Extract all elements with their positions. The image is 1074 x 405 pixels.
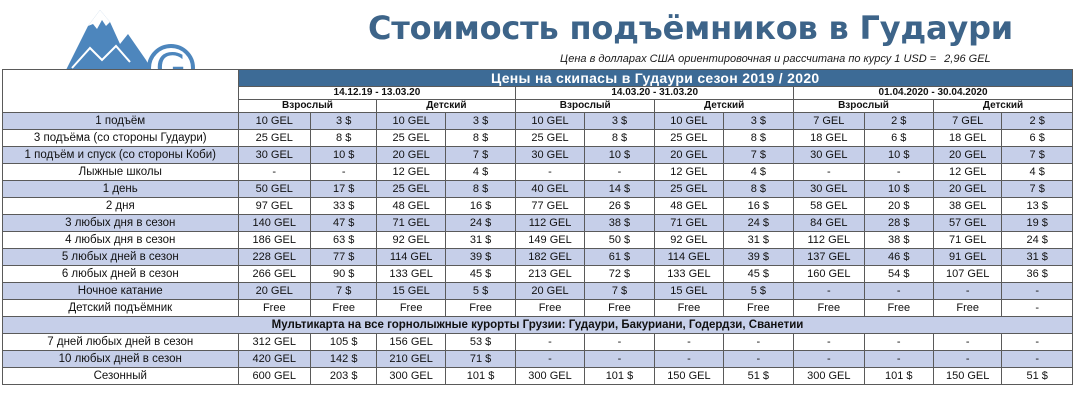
table-row bbox=[3, 368, 1073, 385]
price-cell: 20 GEL bbox=[933, 181, 1001, 198]
price-cell: 7 $ bbox=[1002, 181, 1073, 198]
price-cell: 24 $ bbox=[1002, 232, 1073, 249]
price-cell: 5 $ bbox=[723, 283, 793, 300]
price-cell: 7 GEL bbox=[933, 113, 1001, 130]
price-cell: 26 $ bbox=[584, 198, 654, 215]
price-cell: 31 $ bbox=[445, 232, 515, 249]
price-cell: 203 $ bbox=[310, 368, 376, 385]
price-cell: 10 $ bbox=[584, 147, 654, 164]
price-cell: 38 $ bbox=[584, 215, 654, 232]
table-row bbox=[3, 283, 1073, 300]
price-cell: 51 $ bbox=[1002, 368, 1073, 385]
table-banner-row bbox=[3, 70, 1073, 87]
period-header: 01.04.2020 - 30.04.2020 bbox=[794, 87, 1073, 100]
price-cell: 10 GEL bbox=[377, 113, 445, 130]
age-header: Детский bbox=[933, 100, 1072, 113]
exchange-note-text: Цена в долларах США ориентировочная и рассчитана по курсу 1 USD = bbox=[560, 53, 937, 65]
price-cell: 51 $ bbox=[723, 368, 793, 385]
row-label: 6 любых дней в сезон bbox=[3, 266, 239, 283]
price-cell: 114 GEL bbox=[655, 249, 723, 266]
row-label: 3 любых дня в сезон bbox=[3, 215, 239, 232]
price-cell: 186 GEL bbox=[238, 232, 310, 249]
price-cell: Free bbox=[310, 300, 376, 317]
table-row bbox=[3, 334, 1073, 351]
price-cell: 31 $ bbox=[723, 232, 793, 249]
price-cell: 300 GEL bbox=[377, 368, 445, 385]
page-title: Стоимость подъёмников в Гудаури bbox=[368, 9, 1014, 47]
price-cell: 101 $ bbox=[445, 368, 515, 385]
price-cell: 3 $ bbox=[723, 113, 793, 130]
price-cell: 3 $ bbox=[445, 113, 515, 130]
price-cell: 48 GEL bbox=[377, 198, 445, 215]
price-cell: 15 GEL bbox=[377, 283, 445, 300]
price-cell: - bbox=[1002, 300, 1073, 317]
period-header: 14.03.20 - 31.03.20 bbox=[516, 87, 794, 100]
price-cell: 28 $ bbox=[864, 215, 933, 232]
price-cell: - bbox=[794, 351, 864, 368]
price-cell: - bbox=[1002, 334, 1073, 351]
price-cell: 7 $ bbox=[310, 283, 376, 300]
price-cell: 36 $ bbox=[1002, 266, 1073, 283]
price-cell: - bbox=[794, 283, 864, 300]
price-cell: 14 $ bbox=[584, 181, 654, 198]
price-cell: - bbox=[933, 283, 1001, 300]
row-label: 4 любых дня в сезон bbox=[3, 232, 239, 249]
price-cell: 20 GEL bbox=[516, 283, 584, 300]
price-cell: 25 GEL bbox=[238, 130, 310, 147]
price-cell: 25 GEL bbox=[377, 181, 445, 198]
multicard-header-row bbox=[3, 317, 1073, 334]
price-cell: - bbox=[794, 164, 864, 181]
price-cell: 420 GEL bbox=[238, 351, 310, 368]
price-cell: - bbox=[864, 334, 933, 351]
price-cell: 30 GEL bbox=[794, 147, 864, 164]
age-header: Взрослый bbox=[238, 100, 377, 113]
price-cell: 33 $ bbox=[310, 198, 376, 215]
price-cell: Free bbox=[238, 300, 310, 317]
price-cell: Free bbox=[723, 300, 793, 317]
price-cell: 45 $ bbox=[445, 266, 515, 283]
price-cell: 101 $ bbox=[584, 368, 654, 385]
table-row bbox=[3, 266, 1073, 283]
row-label: Лыжные школы bbox=[3, 164, 239, 181]
price-cell: - bbox=[584, 334, 654, 351]
row-label: Сезонный bbox=[3, 368, 239, 385]
table-row bbox=[3, 164, 1073, 181]
price-cell: 142 $ bbox=[310, 351, 376, 368]
price-cell: Free bbox=[377, 300, 445, 317]
price-cell: 300 GEL bbox=[516, 368, 584, 385]
table-banner: Цены на скипасы в Гудаури сезон 2019 / 2020 bbox=[238, 70, 1072, 87]
row-label: 10 любых дней в сезон bbox=[3, 351, 239, 368]
age-header: Взрослый bbox=[516, 100, 655, 113]
price-cell: 20 GEL bbox=[238, 283, 310, 300]
price-cell: 7 $ bbox=[723, 147, 793, 164]
price-cell: - bbox=[584, 164, 654, 181]
exchange-rate: 2,96 GEL bbox=[944, 53, 991, 65]
price-cell: 17 $ bbox=[310, 181, 376, 198]
price-cell: - bbox=[516, 164, 584, 181]
price-cell: 84 GEL bbox=[794, 215, 864, 232]
age-header: Взрослый bbox=[794, 100, 934, 113]
price-cell: 20 GEL bbox=[377, 147, 445, 164]
price-cell: - bbox=[864, 164, 933, 181]
price-cell: 8 $ bbox=[584, 130, 654, 147]
price-cell: - bbox=[723, 351, 793, 368]
price-cell: 10 $ bbox=[310, 147, 376, 164]
price-cell: 20 $ bbox=[864, 198, 933, 215]
price-cell: 53 $ bbox=[445, 334, 515, 351]
price-cell: 31 $ bbox=[1002, 249, 1073, 266]
price-cell: 600 GEL bbox=[238, 368, 310, 385]
price-cell: 30 GEL bbox=[794, 181, 864, 198]
price-cell: 71 $ bbox=[445, 351, 515, 368]
price-cell: 2 $ bbox=[1002, 113, 1073, 130]
price-cell: 6 $ bbox=[864, 130, 933, 147]
price-cell: 12 GEL bbox=[377, 164, 445, 181]
price-cell: 13 $ bbox=[1002, 198, 1073, 215]
price-cell: 25 GEL bbox=[655, 130, 723, 147]
price-cell: - bbox=[864, 351, 933, 368]
table-row bbox=[3, 249, 1073, 266]
price-cell: 25 GEL bbox=[377, 130, 445, 147]
table-row bbox=[3, 198, 1073, 215]
price-cell: 12 GEL bbox=[655, 164, 723, 181]
price-cell: 77 GEL bbox=[516, 198, 584, 215]
price-cell: 20 GEL bbox=[933, 147, 1001, 164]
price-cell: - bbox=[238, 164, 310, 181]
table-row bbox=[3, 300, 1073, 317]
price-cell: 210 GEL bbox=[377, 351, 445, 368]
price-cell: 77 $ bbox=[310, 249, 376, 266]
table-row bbox=[3, 113, 1073, 130]
price-cell: 6 $ bbox=[1002, 130, 1073, 147]
price-cell: 156 GEL bbox=[377, 334, 445, 351]
price-cell: 90 $ bbox=[310, 266, 376, 283]
table-row bbox=[3, 232, 1073, 249]
price-cell: 5 $ bbox=[445, 283, 515, 300]
price-cell: 20 GEL bbox=[655, 147, 723, 164]
price-cell: 150 GEL bbox=[655, 368, 723, 385]
age-header: Детский bbox=[377, 100, 516, 113]
price-cell: - bbox=[1002, 351, 1073, 368]
price-cell: - bbox=[794, 334, 864, 351]
table-row bbox=[3, 351, 1073, 368]
price-cell: 2 $ bbox=[864, 113, 933, 130]
price-cell: 133 GEL bbox=[377, 266, 445, 283]
price-cell: 7 $ bbox=[445, 147, 515, 164]
price-cell: 213 GEL bbox=[516, 266, 584, 283]
price-cell: 3 $ bbox=[310, 113, 376, 130]
price-cell: 54 $ bbox=[864, 266, 933, 283]
price-cell: 24 $ bbox=[723, 215, 793, 232]
price-cell: 30 GEL bbox=[238, 147, 310, 164]
price-cell: 8 $ bbox=[445, 130, 515, 147]
age-header: Детский bbox=[655, 100, 794, 113]
price-cell: 97 GEL bbox=[238, 198, 310, 215]
price-cell: - bbox=[584, 351, 654, 368]
price-cell: 24 $ bbox=[445, 215, 515, 232]
price-cell: - bbox=[655, 334, 723, 351]
row-label: 7 дней любых дней в сезон bbox=[3, 334, 239, 351]
price-cell: 92 GEL bbox=[377, 232, 445, 249]
row-label: 3 подъёма (со стороны Гудаури) bbox=[3, 130, 239, 147]
price-cell: 160 GEL bbox=[794, 266, 864, 283]
price-cell: 30 GEL bbox=[516, 147, 584, 164]
price-cell: 71 GEL bbox=[933, 232, 1001, 249]
price-cell: 7 GEL bbox=[794, 113, 864, 130]
price-cell: 114 GEL bbox=[377, 249, 445, 266]
row-label: 1 день bbox=[3, 181, 239, 198]
price-cell: 3 $ bbox=[584, 113, 654, 130]
price-cell: - bbox=[310, 164, 376, 181]
price-cell: 149 GEL bbox=[516, 232, 584, 249]
price-cell: - bbox=[723, 334, 793, 351]
price-cell: 38 $ bbox=[864, 232, 933, 249]
price-cell: Free bbox=[584, 300, 654, 317]
price-cell: 4 $ bbox=[445, 164, 515, 181]
price-cell: - bbox=[1002, 283, 1073, 300]
row-label: Ночное катание bbox=[3, 283, 239, 300]
price-cell: 112 GEL bbox=[516, 215, 584, 232]
row-label: 2 дня bbox=[3, 198, 239, 215]
price-cell: Free bbox=[445, 300, 515, 317]
price-cell: 10 $ bbox=[864, 181, 933, 198]
period-header: 14.12.19 - 13.03.20 bbox=[238, 87, 516, 100]
price-cell: 8 $ bbox=[723, 130, 793, 147]
price-cell: 61 $ bbox=[584, 249, 654, 266]
table-row bbox=[3, 147, 1073, 164]
exchange-note bbox=[560, 53, 991, 65]
price-cell: 10 GEL bbox=[238, 113, 310, 130]
price-cell: - bbox=[655, 351, 723, 368]
price-cell: 57 GEL bbox=[933, 215, 1001, 232]
price-cell: 38 GEL bbox=[933, 198, 1001, 215]
price-cell: 16 $ bbox=[723, 198, 793, 215]
price-cell: 312 GEL bbox=[238, 334, 310, 351]
price-cell: 58 GEL bbox=[794, 198, 864, 215]
price-cell: 71 GEL bbox=[377, 215, 445, 232]
price-cell: 10 $ bbox=[864, 147, 933, 164]
table-row bbox=[3, 181, 1073, 198]
price-cell: 7 $ bbox=[584, 283, 654, 300]
price-cell: Free bbox=[655, 300, 723, 317]
price-cell: 15 GEL bbox=[655, 283, 723, 300]
price-cell: 10 GEL bbox=[655, 113, 723, 130]
price-cell: 45 $ bbox=[723, 266, 793, 283]
price-cell: 19 $ bbox=[1002, 215, 1073, 232]
price-cell: 50 GEL bbox=[238, 181, 310, 198]
price-cell: 112 GEL bbox=[794, 232, 864, 249]
price-cell: 91 GEL bbox=[933, 249, 1001, 266]
price-cell: 10 GEL bbox=[516, 113, 584, 130]
price-cell: 8 $ bbox=[723, 181, 793, 198]
price-cell: Free bbox=[516, 300, 584, 317]
price-cell: Free bbox=[864, 300, 933, 317]
price-cell: 266 GEL bbox=[238, 266, 310, 283]
price-cell: - bbox=[516, 351, 584, 368]
price-table bbox=[2, 69, 1073, 385]
price-cell: 71 GEL bbox=[655, 215, 723, 232]
price-cell: 228 GEL bbox=[238, 249, 310, 266]
row-label: 1 подъём и спуск (со стороны Коби) bbox=[3, 147, 239, 164]
price-cell: 18 GEL bbox=[794, 130, 864, 147]
price-cell: 39 $ bbox=[723, 249, 793, 266]
price-cell: 150 GEL bbox=[933, 368, 1001, 385]
price-cell: 7 $ bbox=[1002, 147, 1073, 164]
price-cell: - bbox=[933, 334, 1001, 351]
price-cell: - bbox=[864, 283, 933, 300]
table-row bbox=[3, 215, 1073, 232]
price-cell: 182 GEL bbox=[516, 249, 584, 266]
price-cell: 107 GEL bbox=[933, 266, 1001, 283]
price-cell: 133 GEL bbox=[655, 266, 723, 283]
corner-blank bbox=[3, 70, 239, 113]
price-cell: - bbox=[516, 334, 584, 351]
price-cell: 8 $ bbox=[445, 181, 515, 198]
price-cell: 72 $ bbox=[584, 266, 654, 283]
price-cell: 39 $ bbox=[445, 249, 515, 266]
price-cell: 300 GEL bbox=[794, 368, 864, 385]
row-label: 1 подъём bbox=[3, 113, 239, 130]
price-cell: Free bbox=[933, 300, 1001, 317]
price-cell: 16 $ bbox=[445, 198, 515, 215]
table-row bbox=[3, 130, 1073, 147]
price-cell: 140 GEL bbox=[238, 215, 310, 232]
price-cell: 18 GEL bbox=[933, 130, 1001, 147]
price-cell: 137 GEL bbox=[794, 249, 864, 266]
price-cell: 46 $ bbox=[864, 249, 933, 266]
price-cell: 105 $ bbox=[310, 334, 376, 351]
price-cell: 4 $ bbox=[723, 164, 793, 181]
price-cell: 63 $ bbox=[310, 232, 376, 249]
price-cell: - bbox=[933, 351, 1001, 368]
price-cell: 4 $ bbox=[1002, 164, 1073, 181]
price-cell: 50 $ bbox=[584, 232, 654, 249]
price-cell: 8 $ bbox=[310, 130, 376, 147]
price-cell: 101 $ bbox=[864, 368, 933, 385]
row-label: 5 любых дней в сезон bbox=[3, 249, 239, 266]
price-cell: 40 GEL bbox=[516, 181, 584, 198]
price-cell: 12 GEL bbox=[933, 164, 1001, 181]
price-cell: 47 $ bbox=[310, 215, 376, 232]
multicard-header: Мультикарта на все горнолыжные курорты Грузии: Гудаури, Бакуриани, Годердзи, Сванетии bbox=[3, 317, 1073, 334]
price-cell: 48 GEL bbox=[655, 198, 723, 215]
row-label: Детский подъёмник bbox=[3, 300, 239, 317]
price-cell: 25 GEL bbox=[655, 181, 723, 198]
price-cell: Free bbox=[794, 300, 864, 317]
price-cell: 25 GEL bbox=[516, 130, 584, 147]
price-cell: 92 GEL bbox=[655, 232, 723, 249]
